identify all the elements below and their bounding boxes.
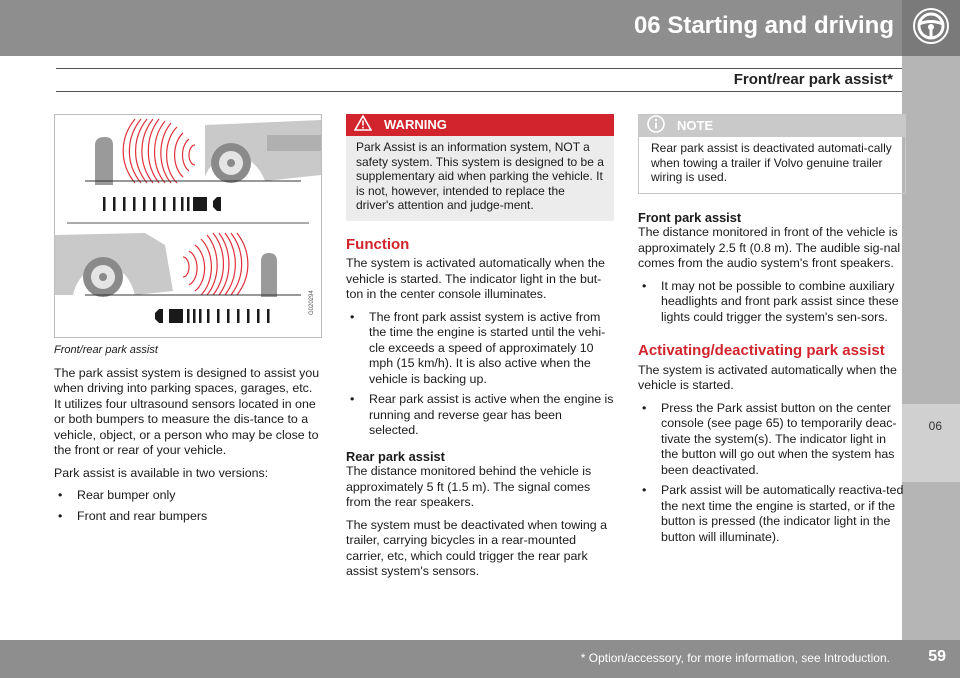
intro-paragraph: The park assist system is designed to assist you when driving into parking spaces, garages, etc. It utilizes four ultrasound sensors located in one or both bumpers to measure the dis-tance to a vehicle, object, or a person who may be close to the front or rear of your vehicle. [54,365,320,457]
function-heading: Function [346,235,410,253]
section-bar [56,68,906,92]
column-3 [638,114,906,552]
activating-paragraph: The system is activated automatically when the vehicle is started. [638,362,897,392]
warning-title: WARNING [384,117,447,133]
versions-intro: Park assist is available in two versions: [54,465,269,480]
section-title: Front/rear park assist* [733,71,893,88]
function-list [346,310,614,439]
list-item: • Press the Park assist button on the center console (see page 65) to temporarily deac-tivate the system(s). The indicator light in the button will go out when the system has been deactivated. [642,400,897,477]
front-park-assist-heading: Front park assist [638,209,742,225]
front-car-illustration [205,120,321,183]
figure-code: G020294 [309,290,315,315]
warning-text: Park Assist is an information system, NOT a safety system. This system is designed to be a supplementary aid when parking the vehicle. It is not, however, intended to replace the driver's attention and judge-ment. [356,140,604,212]
front-paragraph: The distance monitored in front of the vehicle is approximately 2.5 ft (0.8 m). The audible sig-nal comes from the audio system's front speakers. [638,225,901,270]
rear-obstacle [261,253,277,297]
list-item: • Rear park assist is active when the engine is running and reverse gear has been selected. [350,392,614,437]
list-item: • Front and rear bumpers [58,508,208,523]
rear-park-assist-heading: Rear park assist [346,448,445,464]
chapter-icon-tab [902,0,960,56]
rear-paragraph-1: The distance monitored behind the vehicle is approximately 5 ft (1.5 m). The signal comes from the rear speakers. [346,464,592,509]
warning-header [346,114,614,136]
column-1 [54,114,322,531]
page-number: 59 [928,648,946,665]
note-text: Rear park assist is deactivated automati-cally when towing a trailer if Volvo genuine trailer wiring is used. [651,141,892,184]
activating-heading: Activating/deactivating park assist [638,342,885,359]
warning-triangle-icon [354,115,372,135]
side-tab-active [902,404,960,482]
note-title: NOTE [677,118,714,134]
column-2 [346,114,614,587]
park-assist-illustration [54,114,322,338]
note-header [639,115,905,137]
activating-list [638,401,906,546]
list-item: • Park assist will be automatically reactiva-ted the next time the engine is started, or if the button is pressed (the indicator light in the button will illuminate). [642,483,904,544]
side-tab-label: 06 [928,419,942,433]
rear-car-illustration [55,233,173,297]
front-obstacle [95,137,113,185]
versions-list [54,488,322,524]
warning-box [346,114,614,221]
note-box [638,114,906,194]
list-item: • The front park assist system is active from the time the engine is started until the vehi-cle exceeds a speed of approximately 10 mph (15 km/h). It is also active when the vehicle is backing up. [350,309,606,386]
list-item: • Rear bumper only [58,488,176,502]
list-item: • It may not be possible to combine auxiliary headlights and front park assist since these lights could trigger the system's sen-sors. [642,278,899,324]
info-icon [647,115,665,137]
rear-sensor-waves [183,233,248,295]
front-distance-indicator [103,197,221,211]
front-sensor-waves [123,119,195,183]
front-list [638,279,906,326]
figure-caption: Front/rear park assist [54,344,158,356]
steering-wheel-icon [912,7,950,50]
chapter-title: 06 Starting and driving [633,12,894,39]
rear-distance-indicator [155,309,270,323]
rear-paragraph-2: The system must be deactivated when towing a trailer, carrying bicycles in a rear-mounted carrier, etc, which could trigger the rear park assist system's sensors. [346,517,608,578]
function-paragraph: The system is activated automatically when the vehicle is started. The indicator light in the but-ton in the center console illuminates. [346,256,605,301]
side-tab-strip [902,56,960,650]
footer-note: * Option/accessory, for more information, see Introduction. [580,651,890,665]
